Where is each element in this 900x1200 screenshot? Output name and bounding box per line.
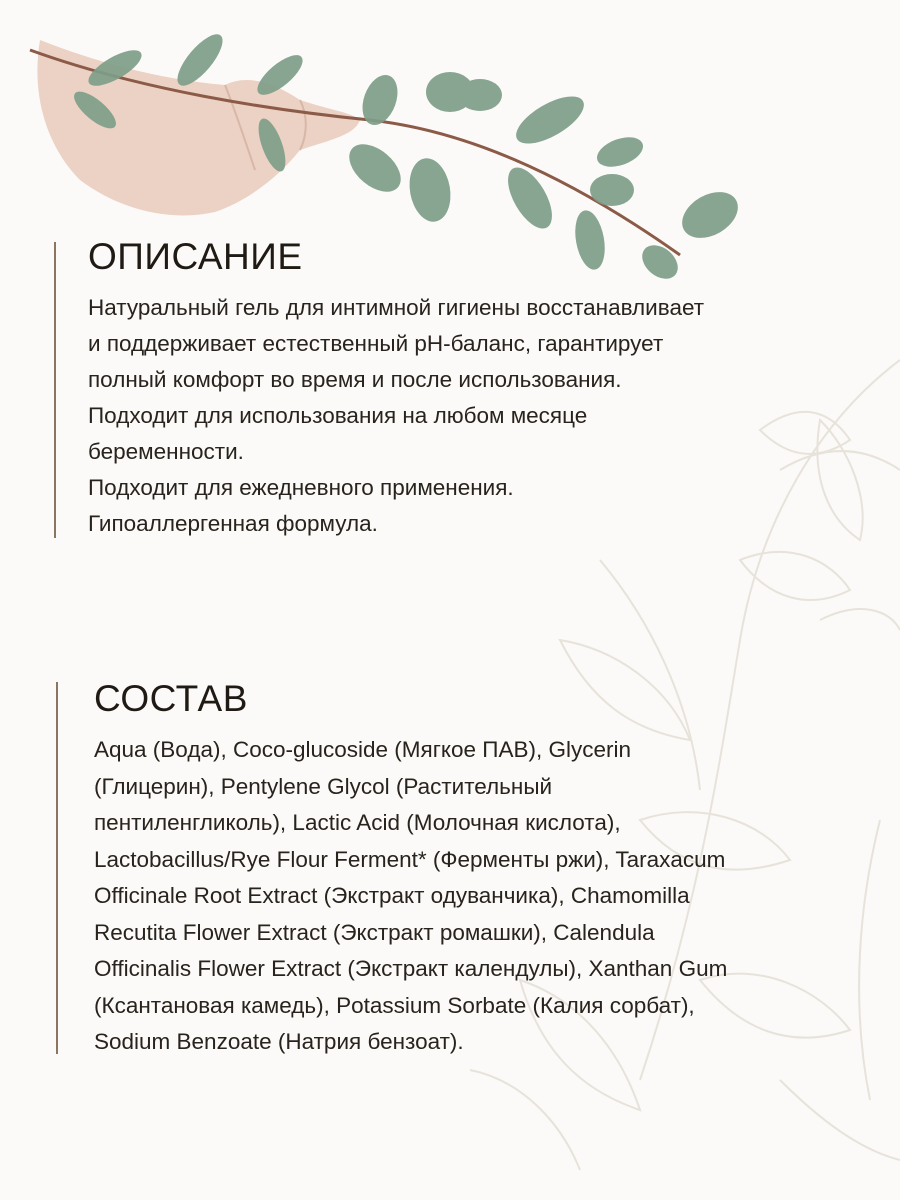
description-line: Подходит для использования на любом месяце bbox=[88, 403, 588, 428]
composition-line: Officinalis Flower Extract (Экстракт календулы), Xanthan Gum bbox=[94, 956, 728, 981]
description-line: Натуральный гель для интимной гигиены восстанавливает bbox=[88, 295, 705, 320]
composition-text bbox=[94, 732, 884, 1061]
composition-title: СОСТАВ bbox=[94, 678, 248, 719]
description-line: беременности. bbox=[88, 439, 244, 464]
description-line: полный комфорт во время и после использования. bbox=[88, 367, 622, 392]
description-line: Подходит для ежедневного применения. bbox=[88, 475, 514, 500]
description-title: ОПИСАНИЕ bbox=[88, 236, 303, 277]
description-line: и поддерживает естественный pH-баланс, гарантирует bbox=[88, 331, 664, 356]
composition-line: пентиленгликоль), Lactic Acid (Молочная кислота), bbox=[94, 810, 621, 835]
composition-line: (Глицерин), Pentylene Glycol (Растительный bbox=[94, 773, 553, 799]
composition-section bbox=[94, 678, 884, 1061]
composition-line: Aqua (Вода), Coco-glucoside (Мягкое ПАВ), Glycerin bbox=[94, 737, 631, 762]
composition-line: Recutita Flower Extract (Экстракт ромашки), Calendula bbox=[94, 919, 655, 945]
description-line: Гипоаллергенная формула. bbox=[88, 511, 378, 536]
composition-line: Sodium Benzoate (Натрия бензоат). bbox=[94, 1029, 464, 1054]
description-text bbox=[88, 290, 878, 542]
composition-line: (Ксантановая камедь), Potassium Sorbate (Калия сорбат), bbox=[94, 992, 695, 1018]
description-section bbox=[88, 236, 878, 542]
description-accent-rule bbox=[54, 242, 56, 538]
composition-accent-rule bbox=[56, 682, 58, 1054]
composition-line: Lactobacillus/Rye Flour Ferment* (Ферменты ржи), Taraxacum bbox=[94, 846, 726, 872]
composition-line: Officinale Root Extract (Экстракт одуванчика), Chamomilla bbox=[94, 883, 690, 908]
